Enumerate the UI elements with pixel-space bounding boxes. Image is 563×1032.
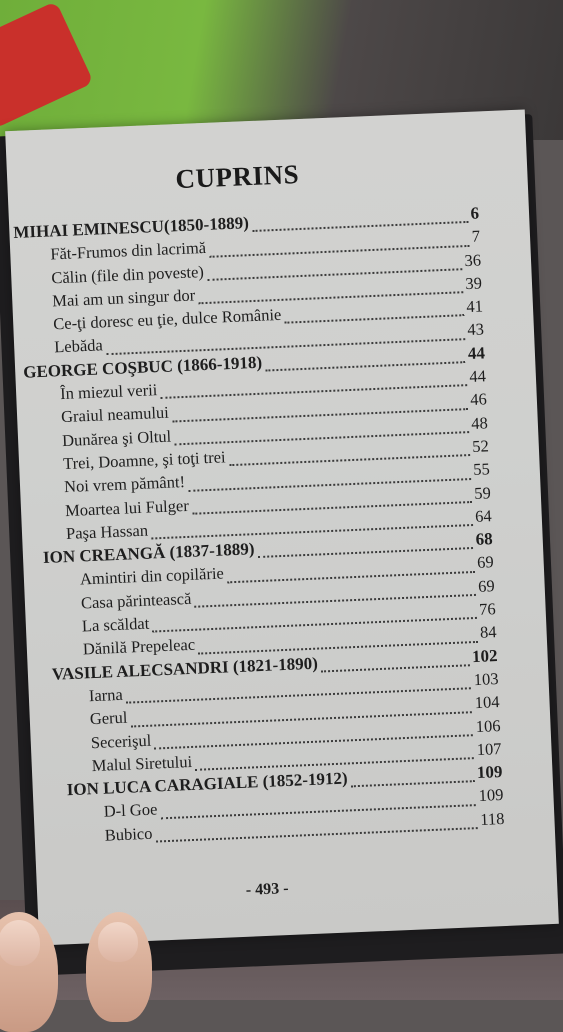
toc-entry-title: ION LUCA CARAGIALE (1852-1912) [66, 768, 348, 800]
page-number: - 493 - [245, 880, 289, 899]
toc-entry-title: Trei, Doamne, şi toţi trei [62, 447, 226, 474]
index-nail [98, 922, 138, 962]
toc-page-number: 41 [466, 296, 484, 317]
toc-page-number: 109 [476, 762, 503, 783]
toc-entry-title: Făt-Frumos din lacrimă [49, 238, 207, 264]
toc-page-number: 6 [470, 203, 480, 223]
toc-page-number: 52 [471, 436, 490, 456]
toc-page-number: 104 [474, 692, 500, 713]
toc-page-number: 36 [464, 250, 482, 270]
toc-entry-title: Dănilă Prepeleac [82, 635, 196, 659]
toc-entry-title: MIHAI EMINESCU(1850-1889) [13, 213, 250, 242]
toc-entry-title: Secerişul [90, 730, 152, 752]
toc-entry-title: Graiul neamului [60, 403, 170, 427]
toc-leader-dots [156, 827, 478, 842]
toc-page-number: 106 [475, 715, 501, 736]
index-finger [86, 912, 152, 1022]
toc-entry-title: ION CREANGĂ (1837-1889) [42, 539, 255, 568]
toc-page-number: 84 [479, 622, 497, 643]
toc-entry-title: Malul Siretului [91, 751, 193, 775]
page-title: CUPRINS [174, 158, 300, 195]
book-page [5, 109, 559, 945]
toc-page-number: 102 [471, 645, 498, 666]
toc-page-number: 69 [476, 552, 495, 573]
toc-entry-title: Călin (file din poveste) [50, 261, 205, 288]
toc-entry-title: Paşa Hassan [65, 520, 149, 543]
toc-entry-title: Mai am un singur dor [51, 285, 196, 311]
toc-entry-title: GEORGE COŞBUC (1866-1918) [22, 352, 263, 382]
toc-page-number: 68 [475, 529, 494, 550]
toc-entry-title: Amintiri din copilărie [79, 563, 225, 589]
thumb-nail [0, 920, 40, 966]
toc-entry-title: Noi vrem pământ! [63, 472, 186, 497]
table-of-contents [9, 203, 505, 851]
toc-entry-title: Lebăda [53, 335, 104, 357]
toc-entry-title: Casa părintească [80, 588, 192, 613]
toc-entry-title: Gerul [89, 707, 128, 729]
toc-entry-title: Moartea lui Fulger [64, 495, 190, 520]
toc-entry-title: La scăldat [81, 613, 150, 636]
toc-entry-title: D-l Goe [103, 799, 158, 822]
toc-page-number: 44 [468, 366, 487, 387]
toc-entry-title: Bubico [104, 823, 153, 845]
toc-page-number: 118 [479, 808, 505, 829]
toc-entry-title: VASILE ALECSANDRI (1821-1890) [51, 653, 319, 684]
toc-page-number: 39 [465, 273, 483, 293]
toc-page-number: 44 [467, 343, 486, 363]
toc-page-number: 43 [466, 319, 485, 340]
toc-entry-title: Ce-ţi doresc eu ţie, dulce Românie [52, 305, 282, 334]
toc-page-number: 76 [478, 599, 496, 619]
toc-page-number: 7 [471, 226, 481, 247]
toc-entry-title: În miezul verii [59, 380, 158, 404]
toc-page-number: 55 [472, 459, 491, 480]
toc-page-number: 107 [476, 738, 502, 759]
toc-entry-title: Iarna [88, 684, 124, 706]
toc-entry-title: Dunărea şi Oltul [61, 426, 172, 450]
toc-page-number: 64 [474, 506, 493, 526]
toc-page-number: 48 [470, 412, 489, 433]
toc-page-number: 69 [477, 575, 496, 596]
toc-page-number: 103 [473, 669, 499, 690]
toc-page-number: 46 [469, 389, 488, 410]
toc-page-number: 109 [478, 785, 504, 806]
toc-page-number: 59 [473, 482, 492, 503]
